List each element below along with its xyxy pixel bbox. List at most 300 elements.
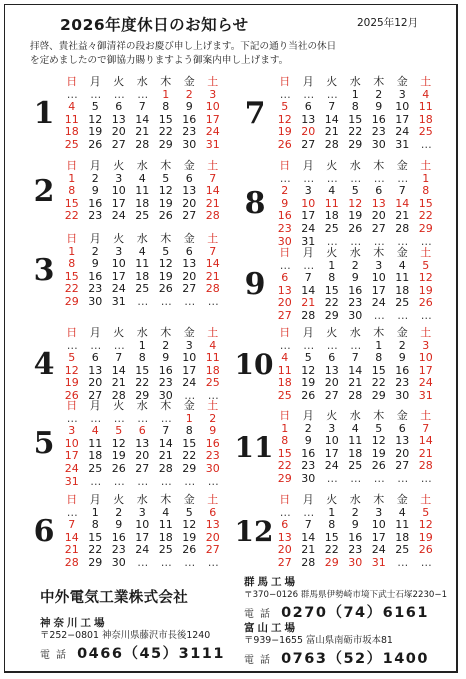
weekday-header: 火 [326, 326, 338, 339]
weekday-header: 金 [183, 493, 195, 506]
work-day: 25 [348, 459, 363, 473]
empty-day: … [113, 87, 124, 101]
holiday-day: 18 [418, 112, 433, 126]
weekday-header: 日 [279, 493, 291, 506]
work-day: 23 [111, 543, 126, 557]
holiday-day: 2 [209, 411, 217, 425]
phone-number: 0270（74）6161 [281, 605, 429, 621]
holiday-day: 6 [281, 518, 289, 532]
work-day: 19 [301, 376, 316, 390]
holiday-day: 25 [64, 137, 79, 151]
work-day: 7 [328, 100, 336, 114]
phone-label: 電話 [244, 655, 276, 666]
factory-name: 群馬工場 [244, 576, 298, 588]
work-day: 15 [371, 363, 386, 377]
work-day: 20 [324, 376, 339, 390]
holiday-day: 19 [418, 283, 433, 297]
work-day: 8 [328, 271, 336, 285]
work-day: 23 [371, 125, 386, 139]
work-day: 7 [304, 518, 312, 532]
work-day: 30 [88, 294, 103, 308]
empty-day: … [350, 234, 361, 248]
weekday-header: 木 [160, 399, 172, 412]
work-day: 2 [115, 505, 123, 519]
work-day: 16 [88, 269, 103, 283]
holiday-day: 4 [422, 87, 430, 101]
empty-day: … [397, 471, 408, 485]
holiday-day: 1 [68, 244, 76, 258]
work-day: 10 [111, 257, 126, 271]
work-day: 11 [88, 436, 103, 450]
holiday-day: 12 [348, 196, 363, 210]
weekday-header: 木 [373, 326, 385, 339]
holiday-day: 8 [68, 184, 76, 198]
empty-day: … [207, 474, 218, 488]
work-day: 4 [162, 505, 170, 519]
work-day: 24 [371, 543, 386, 557]
weekday-header: 火 [113, 75, 125, 88]
work-day: 5 [375, 421, 383, 435]
factory-address: 〒252−0801 神奈川県藤沢市長後1240 [40, 630, 211, 641]
work-day: 27 [301, 137, 316, 151]
work-day: 20 [182, 269, 197, 283]
work-day: 10 [182, 351, 197, 365]
work-day: 13 [88, 363, 103, 377]
holiday-day: 4 [281, 351, 289, 365]
work-day: 25 [88, 461, 103, 475]
empty-day: … [160, 411, 171, 425]
holiday-day: 3 [68, 424, 76, 438]
empty-day: … [303, 258, 314, 272]
holiday-day: 14 [205, 257, 220, 271]
weekday-header: 日 [279, 159, 291, 172]
holiday-day: 13 [371, 196, 386, 210]
weekday-header: 日 [66, 493, 78, 506]
work-day: 22 [324, 296, 339, 310]
holiday-day: 10 [301, 196, 316, 210]
work-day: 29 [135, 388, 150, 402]
empty-day: … [90, 338, 101, 352]
work-day: 14 [324, 112, 339, 126]
work-day: 23 [395, 376, 410, 390]
holiday-day: 28 [64, 555, 79, 569]
weekday-header: 火 [326, 246, 338, 259]
work-day: 17 [135, 530, 150, 544]
work-day: 25 [324, 221, 339, 235]
work-day: 6 [328, 351, 336, 365]
work-day: 3 [304, 184, 312, 198]
work-day: 6 [185, 244, 193, 258]
weekday-header: 月 [302, 493, 314, 506]
weekday-header: 金 [183, 232, 195, 245]
work-day: 3 [328, 421, 336, 435]
holiday-day: 7 [422, 421, 430, 435]
weekday-header: 金 [396, 493, 408, 506]
work-day: 12 [158, 257, 173, 271]
work-day: 17 [111, 269, 126, 283]
holiday-day: 30 [277, 234, 292, 248]
work-day: 27 [395, 459, 410, 473]
holiday-day: 27 [205, 543, 220, 557]
holiday-day: 5 [422, 505, 430, 519]
month-grid [273, 160, 438, 248]
weekday-header: 水 [136, 326, 148, 339]
holiday-day: 1 [68, 171, 76, 185]
empty-day: … [184, 294, 195, 308]
weekday-header: 水 [136, 399, 148, 412]
weekday-header: 土 [420, 159, 432, 172]
work-day: 17 [371, 283, 386, 297]
month-grid [60, 400, 225, 488]
work-day: 8 [185, 424, 193, 438]
work-day: 15 [348, 112, 363, 126]
work-day: 9 [91, 184, 99, 198]
empty-day: … [184, 388, 195, 402]
weekday-header: 火 [326, 409, 338, 422]
holiday-day: 17 [64, 449, 79, 463]
weekday-header: 月 [302, 159, 314, 172]
holiday-day: 14 [395, 196, 410, 210]
work-day: 24 [371, 296, 386, 310]
phone-label: 電話 [244, 609, 276, 620]
holiday-day: 20 [277, 543, 292, 557]
work-day: 13 [301, 112, 316, 126]
holiday-day: 28 [205, 282, 220, 296]
work-day: 30 [348, 308, 363, 322]
weekday-header: 水 [349, 75, 361, 88]
weekday-header: 日 [66, 75, 78, 88]
work-day: 8 [91, 518, 99, 532]
holiday-day: 4 [209, 338, 217, 352]
work-day: 4 [398, 505, 406, 519]
work-day: 10 [135, 518, 150, 532]
holiday-day: 5 [115, 424, 123, 438]
work-day: 12 [301, 363, 316, 377]
work-day: 22 [324, 543, 339, 557]
weekday-header: 木 [160, 326, 172, 339]
weekday-header: 日 [279, 326, 291, 339]
weekday-header: 水 [349, 493, 361, 506]
holiday-day: 31 [371, 555, 386, 569]
work-day: 18 [395, 530, 410, 544]
weekday-header: 金 [396, 326, 408, 339]
work-day: 4 [328, 184, 336, 198]
empty-day: … [160, 555, 171, 569]
weekday-header: 月 [89, 326, 101, 339]
holiday-day: 8 [68, 257, 76, 271]
work-day: 22 [88, 543, 103, 557]
empty-day: … [420, 137, 431, 151]
empty-day: … [279, 171, 290, 185]
weekday-header: 土 [420, 493, 432, 506]
intro-line-1: 拝啓、貴社益々御清祥の段お慶び申し上げます。下記の通り当社の休日 [30, 41, 337, 52]
work-day: 14 [135, 112, 150, 126]
weekday-header: 土 [207, 326, 219, 339]
weekday-header: 金 [183, 159, 195, 172]
holiday-day: 29 [277, 471, 292, 485]
work-day: 25 [158, 543, 173, 557]
work-day: 26 [301, 388, 316, 402]
work-day: 26 [158, 209, 173, 223]
holiday-day: 13 [277, 283, 292, 297]
work-day: 16 [371, 112, 386, 126]
holiday-day: 27 [277, 308, 292, 322]
work-day: 11 [158, 518, 173, 532]
work-day: 31 [301, 234, 316, 248]
work-day: 25 [135, 209, 150, 223]
weekday-header: 月 [89, 399, 101, 412]
work-day: 8 [138, 351, 146, 365]
work-day: 28 [135, 137, 150, 151]
work-day: 5 [162, 171, 170, 185]
holiday-day: 21 [205, 269, 220, 283]
work-day: 10 [395, 100, 410, 114]
work-day: 15 [324, 283, 339, 297]
weekday-header: 月 [302, 326, 314, 339]
holiday-day: 18 [205, 363, 220, 377]
work-day: 12 [182, 518, 197, 532]
holiday-day: 14 [64, 530, 79, 544]
holiday-day: 25 [277, 388, 292, 402]
empty-day: … [90, 474, 101, 488]
work-day: 30 [301, 471, 316, 485]
work-day: 2 [398, 338, 406, 352]
holiday-day: 1 [162, 87, 170, 101]
work-day: 12 [111, 436, 126, 450]
issue-date: 2025年12月 [357, 17, 419, 29]
holiday-day: 8 [422, 184, 430, 198]
work-day: 25 [395, 296, 410, 310]
holiday-day: 21 [418, 446, 433, 460]
work-day: 7 [115, 351, 123, 365]
holiday-day: 16 [205, 436, 220, 450]
factory-gunma [244, 574, 447, 622]
weekday-header: 火 [113, 493, 125, 506]
empty-day: … [207, 388, 218, 402]
work-day: 30 [395, 388, 410, 402]
work-day: 9 [351, 518, 359, 532]
holiday-day: 4 [68, 100, 76, 114]
holiday-day: 21 [64, 543, 79, 557]
work-day: 21 [348, 376, 363, 390]
holiday-day: 30 [205, 461, 220, 475]
work-day: 1 [91, 505, 99, 519]
empty-day: … [207, 555, 218, 569]
work-day: 21 [111, 376, 126, 390]
work-day: 18 [135, 269, 150, 283]
empty-day: … [279, 505, 290, 519]
work-day: 21 [324, 125, 339, 139]
work-day: 19 [348, 209, 363, 223]
weekday-header: 金 [396, 75, 408, 88]
holiday-day: 17 [418, 363, 433, 377]
work-day: 29 [324, 308, 339, 322]
empty-day: … [350, 171, 361, 185]
work-day: 3 [115, 171, 123, 185]
holiday-day: 24 [418, 376, 433, 390]
month-number: 8 [244, 186, 266, 222]
work-day: 16 [182, 112, 197, 126]
holiday-day: 11 [64, 112, 79, 126]
intro-text [30, 40, 450, 68]
work-day: 26 [111, 461, 126, 475]
holiday-day: 18 [64, 125, 79, 139]
weekday-header: 土 [207, 75, 219, 88]
holiday-day: 28 [418, 459, 433, 473]
work-day: 8 [351, 100, 359, 114]
work-day: 23 [348, 543, 363, 557]
work-day: 27 [324, 388, 339, 402]
work-day: 22 [371, 376, 386, 390]
weekday-header: 土 [420, 326, 432, 339]
work-day: 16 [111, 530, 126, 544]
weekday-header: 水 [349, 159, 361, 172]
empty-day: … [207, 294, 218, 308]
holiday-day: 14 [418, 434, 433, 448]
holiday-day: 13 [205, 518, 220, 532]
holiday-day: 7 [209, 244, 217, 258]
holiday-day: 23 [277, 221, 292, 235]
work-day: 20 [88, 376, 103, 390]
work-day: 12 [158, 184, 173, 198]
weekday-header: 木 [160, 232, 172, 245]
work-day: 15 [88, 530, 103, 544]
work-day: 5 [162, 244, 170, 258]
empty-day: … [326, 338, 337, 352]
empty-day: … [397, 234, 408, 248]
work-day: 16 [88, 196, 103, 210]
work-day: 2 [162, 338, 170, 352]
work-day: 18 [324, 209, 339, 223]
holiday-day: 19 [277, 125, 292, 139]
work-day: 30 [158, 388, 173, 402]
holiday-day: 24 [205, 125, 220, 139]
work-day: 12 [88, 112, 103, 126]
notice-title: 2026年度休日のお知らせ [60, 16, 249, 34]
weekday-header: 火 [326, 159, 338, 172]
holiday-day: 7 [68, 518, 76, 532]
work-day: 20 [371, 209, 386, 223]
holiday-day: 26 [418, 543, 433, 557]
holiday-day: 4 [91, 424, 99, 438]
weekday-header: 水 [349, 326, 361, 339]
empty-day: … [113, 338, 124, 352]
weekday-header: 木 [373, 159, 385, 172]
work-day: 6 [375, 184, 383, 198]
work-day: 23 [88, 282, 103, 296]
holiday-day: 12 [418, 271, 433, 285]
weekday-header: 木 [373, 493, 385, 506]
weekday-header: 火 [326, 75, 338, 88]
work-day: 11 [135, 184, 150, 198]
work-day: 28 [348, 388, 363, 402]
weekday-header: 水 [349, 246, 361, 259]
work-day: 24 [301, 221, 316, 235]
work-day: 21 [158, 449, 173, 463]
weekday-header: 木 [373, 246, 385, 259]
work-day: 20 [182, 196, 197, 210]
work-day: 1 [351, 87, 359, 101]
holiday-day: 27 [277, 555, 292, 569]
holiday-day: 1 [422, 171, 430, 185]
month-number: 2 [33, 173, 55, 209]
holiday-day: 6 [138, 424, 146, 438]
empty-day: … [279, 258, 290, 272]
holiday-day: 16 [277, 209, 292, 223]
holiday-day: 6 [281, 271, 289, 285]
empty-day: … [420, 234, 431, 248]
holiday-day: 22 [277, 459, 292, 473]
work-day: 24 [111, 282, 126, 296]
month-grid [273, 76, 438, 152]
work-day: 19 [88, 125, 103, 139]
work-day: 16 [158, 363, 173, 377]
holiday-day: 28 [205, 209, 220, 223]
holiday-day: 15 [418, 196, 433, 210]
empty-day: … [326, 171, 337, 185]
work-day: 5 [91, 100, 99, 114]
empty-day: … [373, 171, 384, 185]
empty-day: … [279, 87, 290, 101]
holiday-day: 2 [281, 184, 289, 198]
phone-label: 電話 [40, 650, 72, 661]
work-day: 28 [111, 388, 126, 402]
holiday-day: 15 [64, 196, 79, 210]
weekday-header: 土 [207, 493, 219, 506]
holiday-day: 21 [205, 196, 220, 210]
empty-day: … [373, 471, 384, 485]
work-day: 19 [371, 446, 386, 460]
holiday-day: 14 [205, 184, 220, 198]
holiday-day: 26 [64, 388, 79, 402]
holiday-day: 1 [281, 421, 289, 435]
month-number: 11 [234, 430, 274, 464]
work-day: 15 [158, 112, 173, 126]
holiday-day: 21 [301, 296, 316, 310]
holiday-day: 7 [209, 171, 217, 185]
holiday-day: 9 [209, 424, 217, 438]
work-day: 2 [91, 171, 99, 185]
weekday-header: 月 [302, 75, 314, 88]
work-day: 9 [398, 351, 406, 365]
work-day: 20 [111, 125, 126, 139]
weekday-header: 木 [160, 75, 172, 88]
holiday-day: 8 [281, 434, 289, 448]
factory-toyama [244, 620, 429, 668]
empty-day: … [397, 308, 408, 322]
work-day: 16 [348, 530, 363, 544]
work-day: 14 [348, 363, 363, 377]
holiday-day: 5 [68, 351, 76, 365]
empty-day: … [303, 171, 314, 185]
work-day: 28 [301, 555, 316, 569]
work-day: 21 [135, 125, 150, 139]
weekday-header: 木 [160, 159, 172, 172]
empty-day: … [137, 474, 148, 488]
holiday-day: 5 [281, 100, 289, 114]
work-day: 7 [304, 271, 312, 285]
work-day: 29 [371, 388, 386, 402]
weekday-header: 日 [66, 399, 78, 412]
work-day: 27 [182, 282, 197, 296]
empty-day: … [113, 411, 124, 425]
work-day: 2 [375, 87, 383, 101]
work-day: 8 [162, 100, 170, 114]
work-day: 11 [135, 257, 150, 271]
work-day: 18 [158, 530, 173, 544]
holiday-day: 12 [277, 112, 292, 126]
work-day: 17 [111, 196, 126, 210]
